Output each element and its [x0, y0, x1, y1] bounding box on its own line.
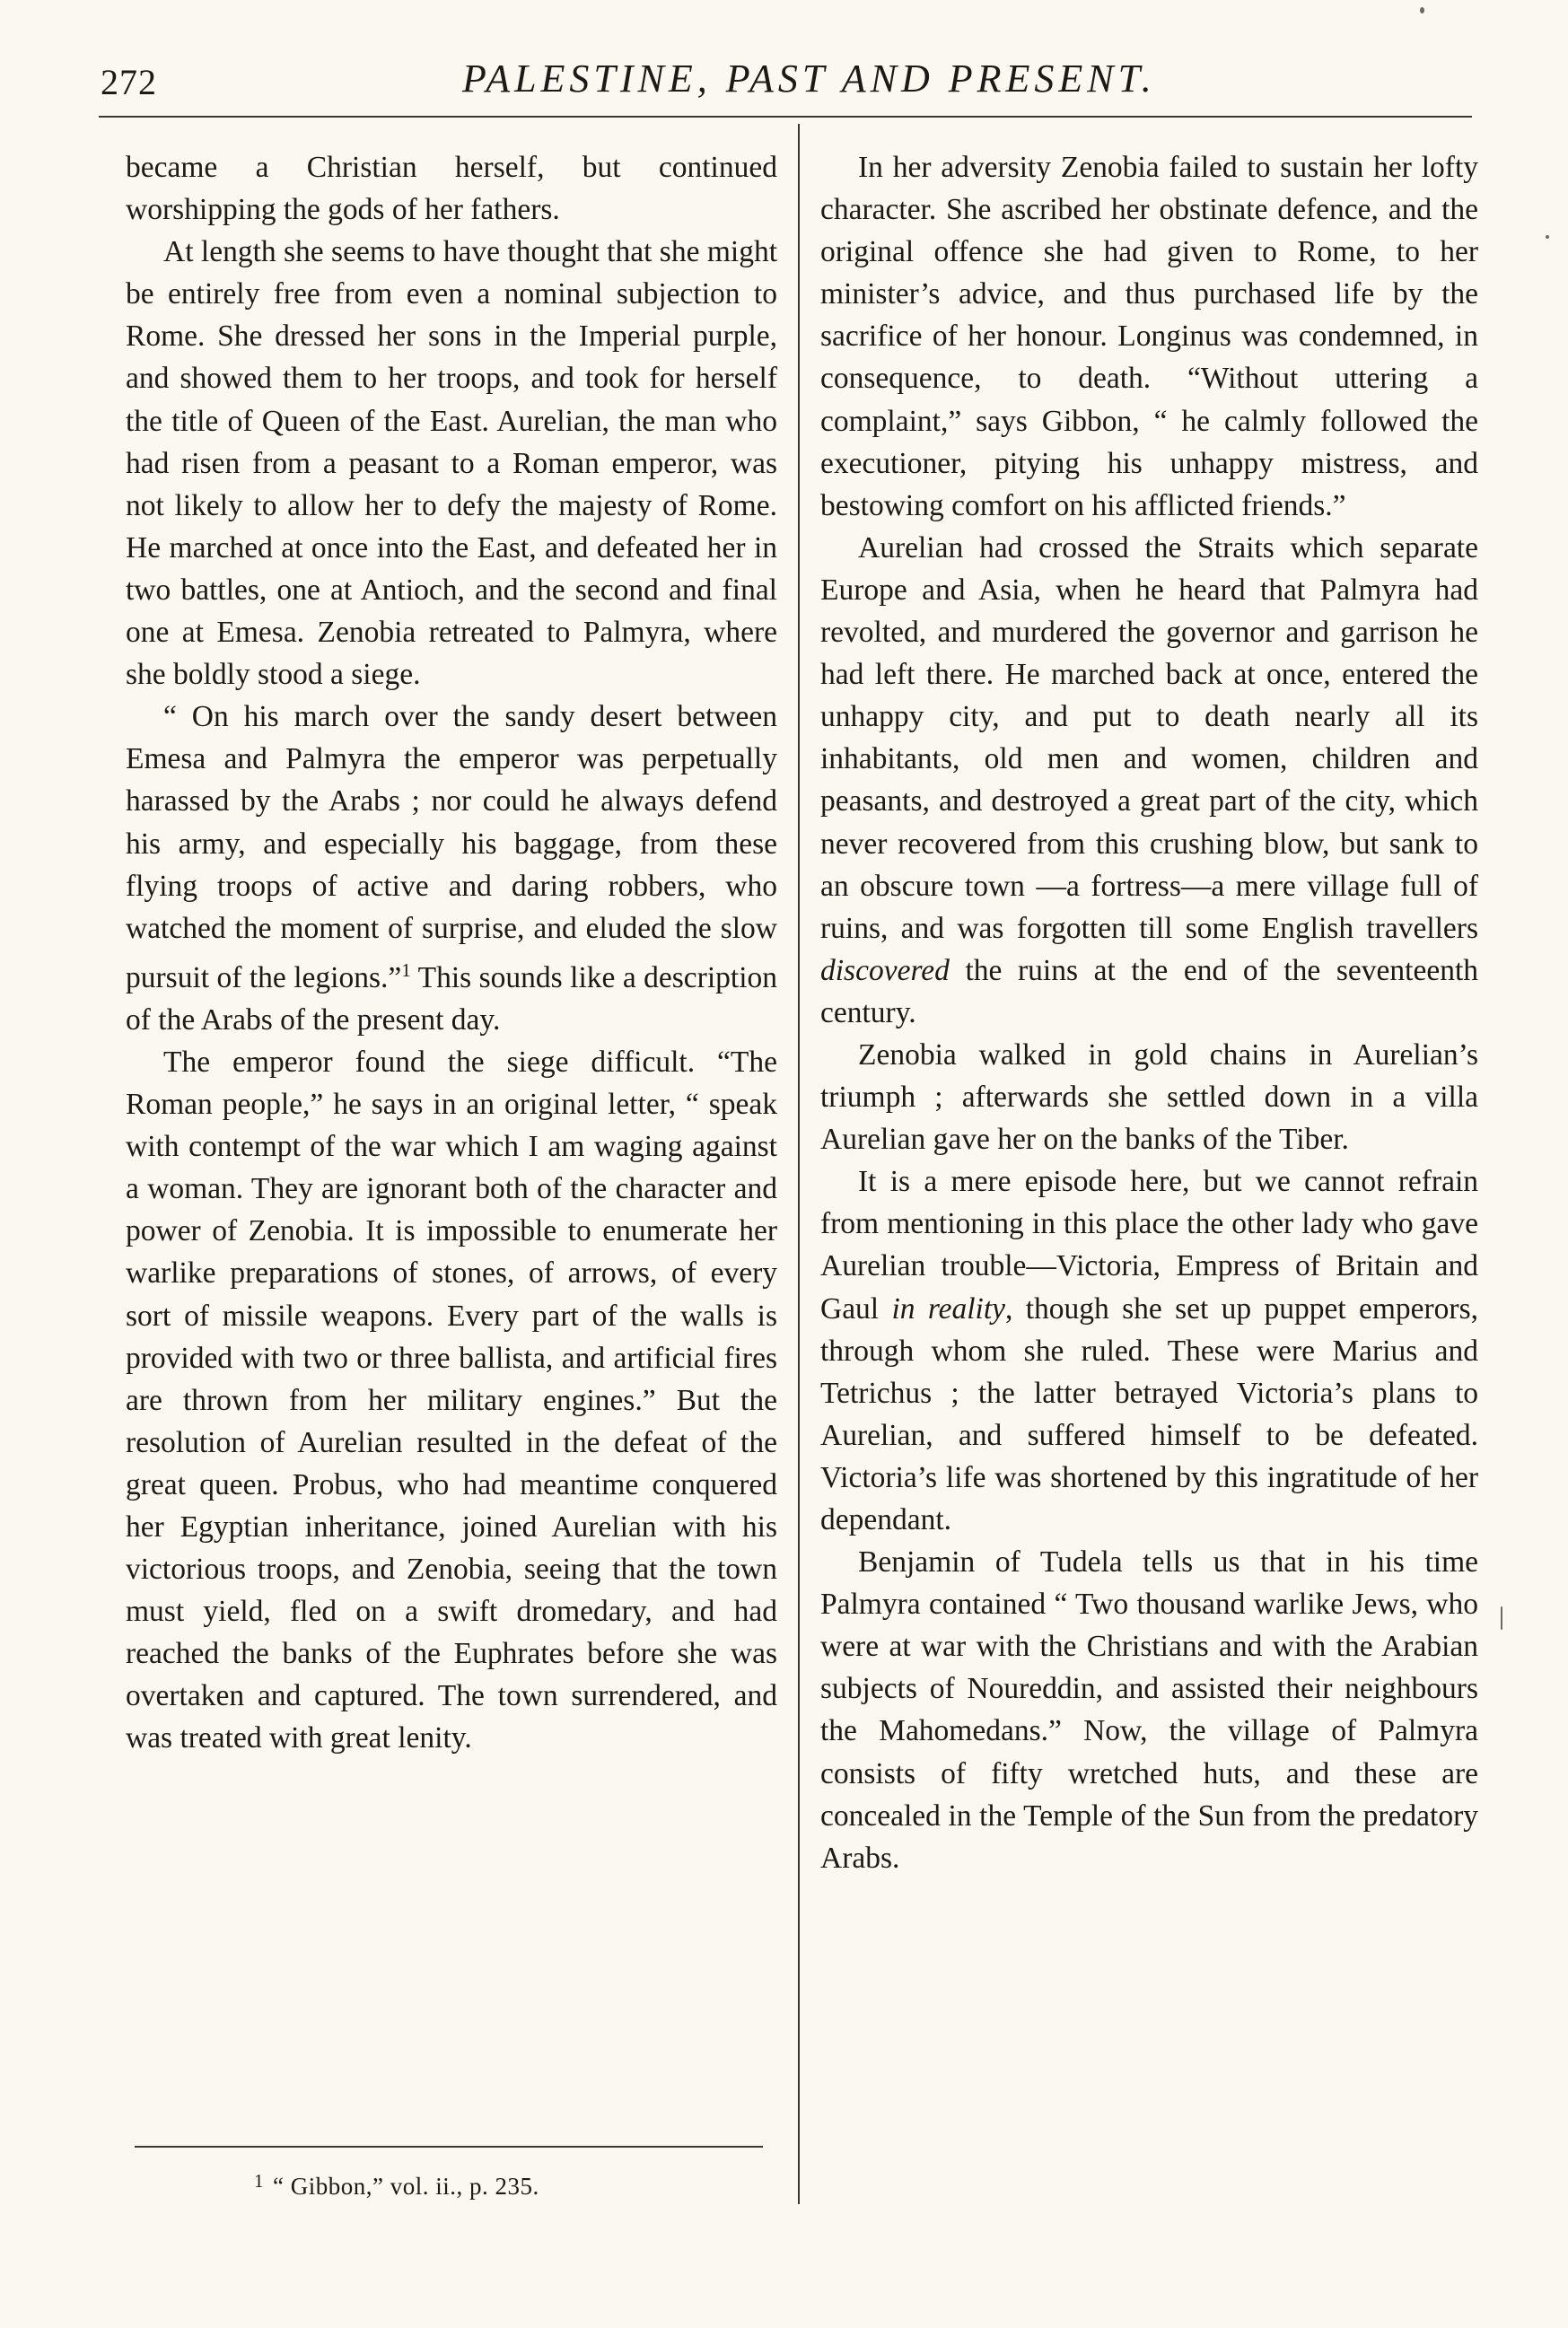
running-title: PALESTINE, PAST AND PRESENT.: [462, 57, 1156, 101]
paragraph-text: , though she set up puppet emperors, through whom she ruled. These were Marius and Tetrichus ; the latter betrayed Victoria’s plans to Aurelian, and suffered himself to be defeated. Victoria’s life was shortened by this ingratitude of her dependant.: [820, 1291, 1478, 1536]
paragraph: In her adversity Zenobia failed to sustain her lofty character. She ascribed her obstinate defence, and the original offence she had given to Rome, to her minister’s advice, and thus purchased life by the sacrifice of her honour. Longinus was condemned, in consequence, to death. “Without uttering a complaint,” says Gibbon, “ he calmly followed the executioner, pitying his unhappy mistress, and bestowing comfort on his afflicted friends.”: [820, 151, 1478, 522]
quote-text: “ On his march over the sandy desert between Emesa and Palmyra the emperor was perpetually harassed by the Arabs ; nor could he always defend his army, and especially his baggage, from these flying troops of active and daring robbers, who watched the moment of surprise, and eluded the slow pursuit of the legions.”: [126, 700, 777, 994]
footnote-mark: 1: [254, 2170, 264, 2192]
footnote: [254, 2165, 539, 2202]
paragraph-text: It is a mere episode here, but we cannot refrain from mentioning in this place the other lady who gave Aurelian trouble—Victoria, Empress of Britain and Gaul: [820, 1165, 1478, 1326]
paragraph-text: Aurelian had crossed the Straits which separate Europe and Asia, when he heard that Palmyra had revolted, and murdered the governor and garrison he had left there. He marched back at once, entered the unhappy city, and put to death nearly all its inhabitants, old men and women, children and peasants, and destroyed a great part of the city, which never recovered from this crushing blow, but sank to an obscure town —a fortress—a mere village full of ruins, and was forgotten till some English travellers: [820, 530, 1478, 945]
paragraph: Benjamin of Tudela tells us that in his time Palmyra contained “ Two thousand warlike Jews, who were at war with the Christians and with the Arabian subjects of Noureddin, and assisted their neighbours the Mahomedans.” Now, the village of Palmyra consists of fifty wretched huts, and these are concealed in the Temple of the Sun from the predatory Arabs.: [820, 1545, 1478, 1875]
footnote-reference[interactable]: 1: [401, 958, 411, 981]
paper-speck: [1501, 1606, 1502, 1630]
column-divider: [798, 124, 800, 2204]
paragraph: [126, 696, 777, 1041]
paragraph: [820, 1160, 1478, 1541]
paragraph-text: the ruins at the end of the seventeenth century.: [820, 953, 1478, 1029]
paragraph: [820, 527, 1478, 1034]
paragraph: At length she seems to have thought that she might be entirely free from even a nominal subjection to Rome. She dressed her sons in the Imperial purple, and showed them to her troops, and took for herself the title of Queen of the East. Aurelian, the man who had risen from a peasant to a Roman emperor, was not likely to allow her to defy the majesty of Rome. He marched at once into the East, and defeated her in two battles, one at Antioch, and the second and final one at Emesa. Zenobia retreated to Palmyra, where she boldly stood a siege.: [126, 235, 777, 692]
paragraph: The emperor found the siege difficult. “The Roman people,” he says in an original letter, “ speak with contempt of the war which I am waging against a woman. They are ignorant both of the character and power of Zenobia. It is impossible to enumerate her warlike preparations of stones, of arrows, of every sort of missile weapons. Every part of the walls is provided with two or three ballista, and artificial fires are thrown from her military engines.” But the resolution of Aurelian resulted in the defeat of the great queen. Probus, who had meantime conquered her Egyptian inheritance, joined Aurelian with his victorious troops, and Zenobia, seeing that the town must yield, fled on a swift dromedary, and had reached the banks of the Euphrates before she was overtaken and captured. The town surrendered, and was treated with great lenity.: [126, 1045, 777, 1755]
paper-speck: [1420, 7, 1424, 13]
right-column: [820, 146, 1478, 1879]
left-column: [126, 146, 777, 1760]
footnote-rule: [135, 2146, 763, 2148]
paper-speck: [1546, 235, 1549, 239]
emphasis-text: discovered: [820, 953, 950, 987]
paragraph: became a Christian herself, but continued worshipping the gods of her fathers.: [126, 151, 777, 227]
header-rule: [99, 116, 1472, 118]
emphasis-text: in reality: [891, 1291, 1006, 1326]
footnote-text: “ Gibbon,” vol. ii., p. 235.: [273, 2173, 539, 2200]
paragraph-text: This sounds like a description of the Arabs of the present day.: [126, 960, 778, 1037]
page-number: 272: [101, 62, 157, 102]
paragraph: Zenobia walked in gold chains in Aurelian’s triumph ; afterwards she settled down in a villa Aurelian gave her on the banks of the Tiber.: [820, 1037, 1478, 1157]
